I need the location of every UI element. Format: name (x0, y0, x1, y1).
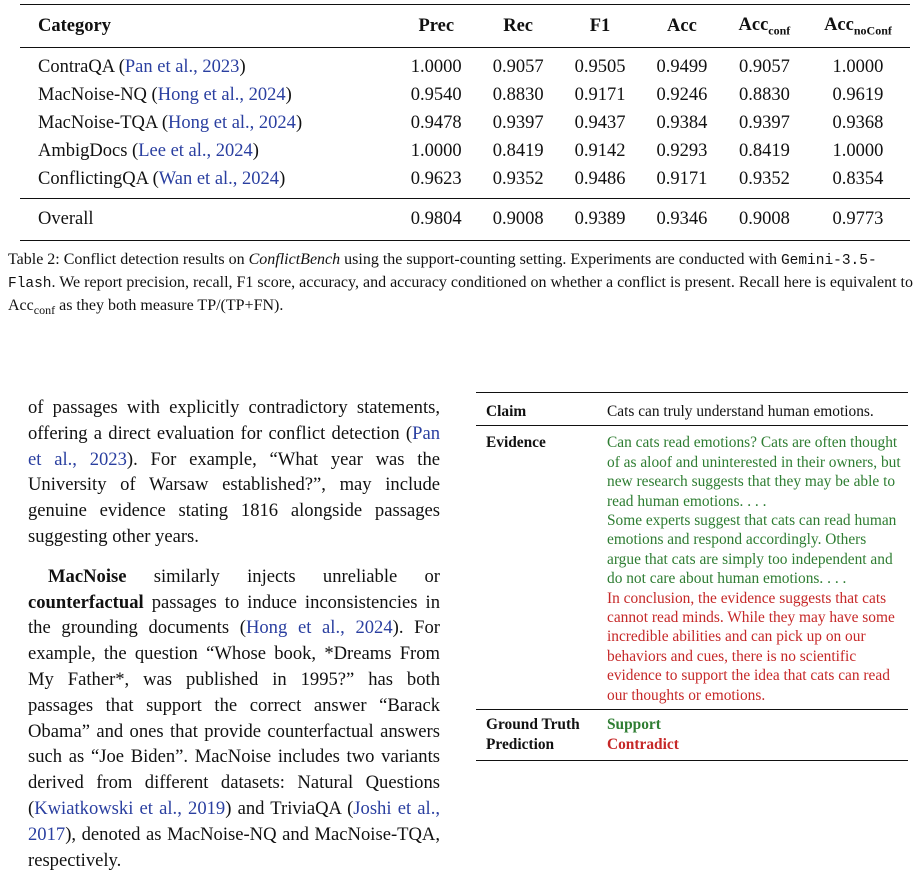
citation-link[interactable]: Hong et al., 2024 (245, 617, 393, 639)
dataset-name: ContraQA (38, 56, 115, 77)
citation-link[interactable]: Kwiatkowski et al., 2019 (34, 797, 226, 819)
cell-prec: 0.9540 (410, 84, 462, 105)
p2-text-b: passages to induce inconsistencies in the grounding documents ( (28, 591, 440, 639)
paragraph-contraqa (28, 395, 440, 550)
p1-text-b: ). For example, “What year was the University of Warsaw established?”, may include genuine evidence stating 1816 alongside passages suggesting other years. (28, 448, 440, 547)
body-column (28, 395, 440, 873)
cell-acc: 0.9171 (656, 168, 708, 189)
evidence-passage-contradict: In conclusion, the evidence suggests that cats cannot read minds. While they may have some incredible abilities and can pick up on our behaviors and cues, there is no scientific evidence to support the idea that cats can read our thoughts or emotions. (607, 589, 895, 704)
example-row-evidence (476, 426, 908, 710)
claim-text: Cats can truly understand human emotions. (603, 393, 908, 426)
term-counterfactual: counterfactual (28, 591, 144, 613)
citation-open: ( (157, 112, 168, 133)
table-row (20, 81, 910, 109)
row-name (20, 47, 395, 81)
caption-benchmark: ConflictBench (248, 251, 341, 268)
prediction-value: Contradict (603, 735, 908, 761)
table-header-row (20, 5, 910, 48)
p2-text-a: similarly injects unreliable or (126, 565, 440, 587)
cell-rec: 0.8830 (492, 84, 544, 105)
header-acc: Acc (667, 16, 697, 37)
table-row (20, 109, 910, 137)
cell-acc-noconf: 0.9619 (832, 84, 884, 105)
dataset-name: MacNoise-TQA (38, 112, 158, 133)
header-acc-noconf-main: Acc (824, 15, 854, 35)
citation-link[interactable]: Pan et al., 2023 (28, 422, 440, 470)
cell-acc-conf: 0.8830 (738, 84, 790, 105)
row-name (20, 137, 395, 165)
dataset-name: MacNoise-NQ (38, 84, 147, 105)
example-row-prediction (476, 735, 908, 761)
cell-f1: 0.9389 (574, 208, 626, 229)
row-name (20, 165, 395, 199)
evidence-cell (603, 426, 908, 710)
cell-f1: 0.9171 (574, 84, 626, 105)
results-table (20, 4, 910, 241)
cell-acc-noconf: 1.0000 (832, 140, 884, 161)
citation-open: ( (146, 84, 158, 105)
cell-rec: 0.9057 (492, 56, 544, 77)
p1-text-a: of passages with explicitly contradictory statements, offering a direct evaluation for conflict detection ( (28, 397, 440, 444)
example-row-ground-truth (476, 710, 908, 735)
cell-acc-conf: 0.8419 (738, 140, 790, 161)
example-table (476, 392, 908, 761)
caption-text-3: . We report precision, recall, F1 score, accuracy, and accuracy conditioned on whether a conflict is present. Recall here is equivalent to Acc (8, 274, 913, 314)
header-category: Category (38, 16, 111, 37)
citation-close: ) (279, 168, 286, 189)
cell-f1: 0.9437 (574, 112, 626, 133)
citation-close: ) (285, 84, 292, 105)
cell-acc-conf: 0.9008 (738, 208, 790, 229)
header-acc-conf-main: Acc (738, 15, 769, 35)
cell-acc-noconf: 0.8354 (832, 168, 884, 189)
caption-text-4: as they both measure TP/(TP+FN). (55, 297, 284, 314)
paragraph-macnoise (28, 564, 440, 873)
header-acc-noconf-sub: noConf (853, 23, 892, 38)
citation-link[interactable]: Hong et al., 2024 (168, 112, 296, 133)
table-row-overall (20, 198, 910, 240)
citation-link[interactable]: Lee et al., 2024 (138, 140, 253, 161)
evidence-passage-support-1: Can cats read emotions? Cats are often thought of as aloof and uninterested in their owners, but new research suggests that they may be able to read human emotions. . . . (607, 434, 901, 510)
row-name: Overall (38, 208, 94, 229)
cell-acc-conf: 0.9352 (738, 168, 790, 189)
cell-prec: 1.0000 (410, 140, 462, 161)
cell-rec: 0.9352 (492, 168, 544, 189)
cell-rec: 0.9008 (492, 208, 544, 229)
claim-label: Claim (476, 393, 603, 426)
header-acc-conf (723, 5, 806, 48)
cell-acc-noconf: 0.9368 (832, 112, 884, 133)
caption-sub: conf (33, 303, 56, 318)
cell-f1: 0.9486 (574, 168, 626, 189)
cell-f1: 0.9505 (574, 56, 626, 77)
table-row (20, 137, 910, 165)
cell-acc: 0.9499 (656, 56, 708, 77)
citation-close: ) (295, 112, 303, 133)
citation-open: ( (114, 56, 125, 77)
header-f1: F1 (589, 16, 611, 37)
cell-rec: 0.9397 (492, 112, 544, 133)
citation-link[interactable]: Wan et al., 2024 (158, 168, 280, 189)
dataset-name: ConflictingQA (38, 168, 148, 189)
term-macnoise: MacNoise (48, 565, 127, 587)
evidence-passage-support-2: Some experts suggest that cats can read human emotions and respond accordingly. Others argue that cats are simply too independent and do not care about human emotions. . . . (607, 512, 897, 588)
cell-acc-noconf: 0.9773 (832, 208, 884, 229)
caption-text-1: Conflict detection results on (63, 251, 249, 268)
cell-acc: 0.9384 (656, 112, 708, 133)
dataset-name: AmbigDocs (38, 140, 128, 161)
cell-acc: 0.9293 (656, 140, 708, 161)
cell-prec: 0.9804 (410, 208, 462, 229)
citation-link[interactable]: Pan et al., 2023 (124, 56, 240, 77)
example-row-claim (476, 393, 908, 426)
p2-text-c: ). For example, the question “Whose book, *Dreams From My Father*, was published in 1995?” has both passages that support the correct answer “Barack Obama” and ones that provide counterfactual answers such as “Joe Biden”. MacNoise includes two variants derived from different datasets: Natural Questions ( (28, 617, 440, 819)
citation-close: ) (252, 140, 259, 161)
caption-text-2: using the support-counting setting. Experiments are conducted with (340, 251, 781, 268)
citation-open: ( (147, 168, 159, 189)
table-row (20, 47, 910, 81)
header-rec: Rec (503, 16, 534, 37)
ground-truth-value: Support (603, 710, 908, 735)
cell-f1: 0.9142 (574, 140, 626, 161)
cell-acc: 0.9346 (656, 208, 708, 229)
citation-open: ( (127, 140, 139, 161)
p2-text-d: ) and TriviaQA ( (225, 797, 354, 819)
row-name (20, 81, 395, 109)
header-acc-noconf (806, 5, 910, 48)
cell-rec: 0.8419 (492, 140, 544, 161)
row-name (20, 109, 395, 137)
table-caption (8, 249, 918, 321)
cell-acc-conf: 0.9397 (738, 112, 790, 133)
table-row (20, 165, 910, 199)
cell-prec: 0.9478 (410, 112, 462, 133)
cell-prec: 0.9623 (410, 168, 462, 189)
prediction-label: Prediction (476, 735, 603, 761)
header-acc-conf-sub: conf (768, 23, 791, 38)
header-prec: Prec (418, 16, 455, 37)
caption-label: Table 2: (8, 251, 64, 268)
citation-close: ) (239, 56, 246, 77)
citation-link[interactable]: Hong et al., 2024 (157, 84, 286, 105)
caption-model: Gemini-3.5-Flash (8, 253, 877, 292)
cell-acc-conf: 0.9057 (738, 56, 790, 77)
cell-prec: 1.0000 (410, 56, 462, 77)
cell-acc-noconf: 1.0000 (832, 56, 884, 77)
p2-text-e: ), denoted as MacNoise-NQ and MacNoise-TQA, respectively. (28, 823, 440, 871)
citation-link[interactable]: Joshi et al., 2017 (28, 797, 441, 845)
evidence-label: Evidence (476, 426, 603, 710)
cell-acc: 0.9246 (656, 84, 708, 105)
ground-truth-label: Ground Truth (476, 710, 603, 735)
